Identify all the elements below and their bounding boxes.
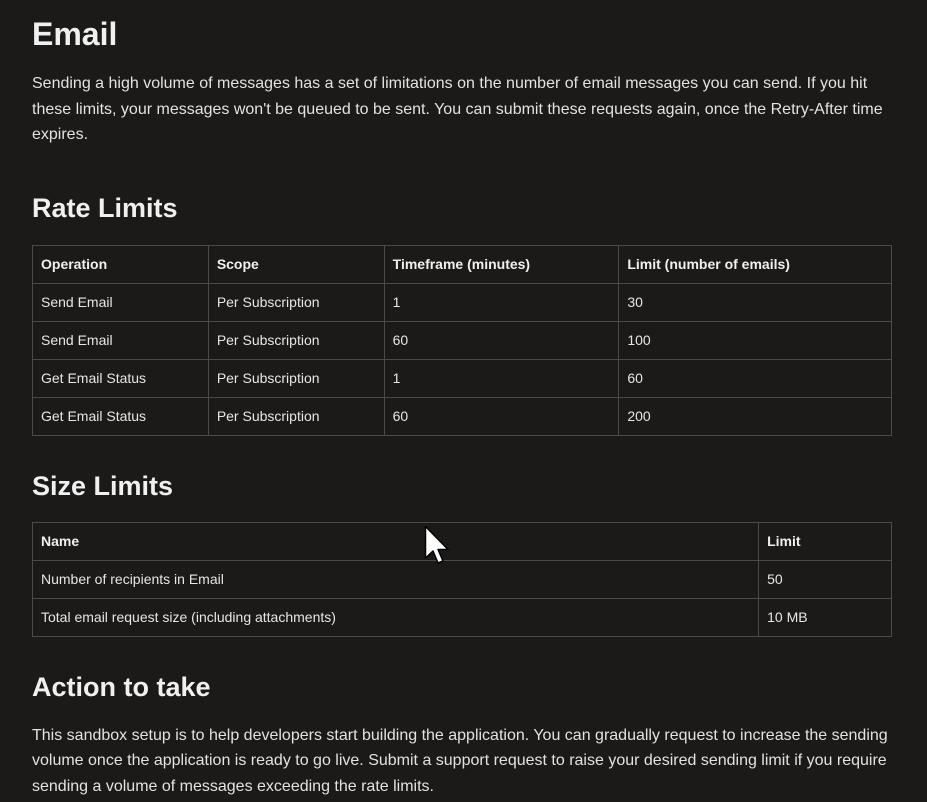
column-header-timeframe: Timeframe (minutes) xyxy=(384,245,619,283)
cell-timeframe: 1 xyxy=(384,283,619,321)
cell-operation: Send Email xyxy=(33,321,209,359)
cell-operation: Get Email Status xyxy=(33,397,209,435)
cell-name: Total email request size (including attachments) xyxy=(33,598,759,636)
page-title: Email xyxy=(32,16,118,52)
main-content xyxy=(32,0,892,799)
size-limits-table xyxy=(32,522,892,637)
cell-limit: 100 xyxy=(619,321,892,359)
table-header-row xyxy=(33,245,892,283)
cell-limit: 60 xyxy=(619,359,892,397)
cell-scope: Per Subscription xyxy=(208,397,384,435)
intro-paragraph: Sending a high volume of messages has a set of limitations on the number of email messages you can send. If you hit these limits, your messages won't be queued to be sent. You can submit these requests again, once the Retry-After time expires. xyxy=(32,75,883,143)
table-row xyxy=(33,359,892,397)
cell-timeframe: 1 xyxy=(384,359,619,397)
table-header-row xyxy=(33,522,892,560)
cell-operation: Send Email xyxy=(33,283,209,321)
table-row xyxy=(33,321,892,359)
table-row xyxy=(33,283,892,321)
cell-limit: 10 MB xyxy=(759,598,892,636)
column-header-limit: Limit (number of emails) xyxy=(619,245,892,283)
cell-scope: Per Subscription xyxy=(208,359,384,397)
mouse-pointer-icon xyxy=(424,525,450,565)
table-row xyxy=(33,397,892,435)
cell-limit: 200 xyxy=(619,397,892,435)
cell-scope: Per Subscription xyxy=(208,283,384,321)
table-row xyxy=(33,560,892,598)
cell-timeframe: 60 xyxy=(384,321,619,359)
column-header-limit: Limit xyxy=(759,522,892,560)
cell-scope: Per Subscription xyxy=(208,321,384,359)
cell-limit: 30 xyxy=(619,283,892,321)
cell-limit: 50 xyxy=(759,560,892,598)
action-paragraph: This sandbox setup is to help developers start building the application. You can gradually request to increase the sending volume once the application is ready to go live. Submit a support request to raise your desired sending limit if you require sending a volume of messages exceeding the rate limits. xyxy=(32,726,888,795)
column-header-scope: Scope xyxy=(208,245,384,283)
cell-timeframe: 60 xyxy=(384,397,619,435)
cell-name: Number of recipients in Email xyxy=(33,560,759,598)
action-heading: Action to take xyxy=(32,671,211,702)
cell-operation: Get Email Status xyxy=(33,359,209,397)
rate-limits-table xyxy=(32,245,892,436)
rate-limits-heading: Rate Limits xyxy=(32,192,178,223)
column-header-name: Name xyxy=(33,522,759,560)
size-limits-heading: Size Limits xyxy=(32,470,174,501)
column-header-operation: Operation xyxy=(33,245,209,283)
table-row xyxy=(33,598,892,636)
